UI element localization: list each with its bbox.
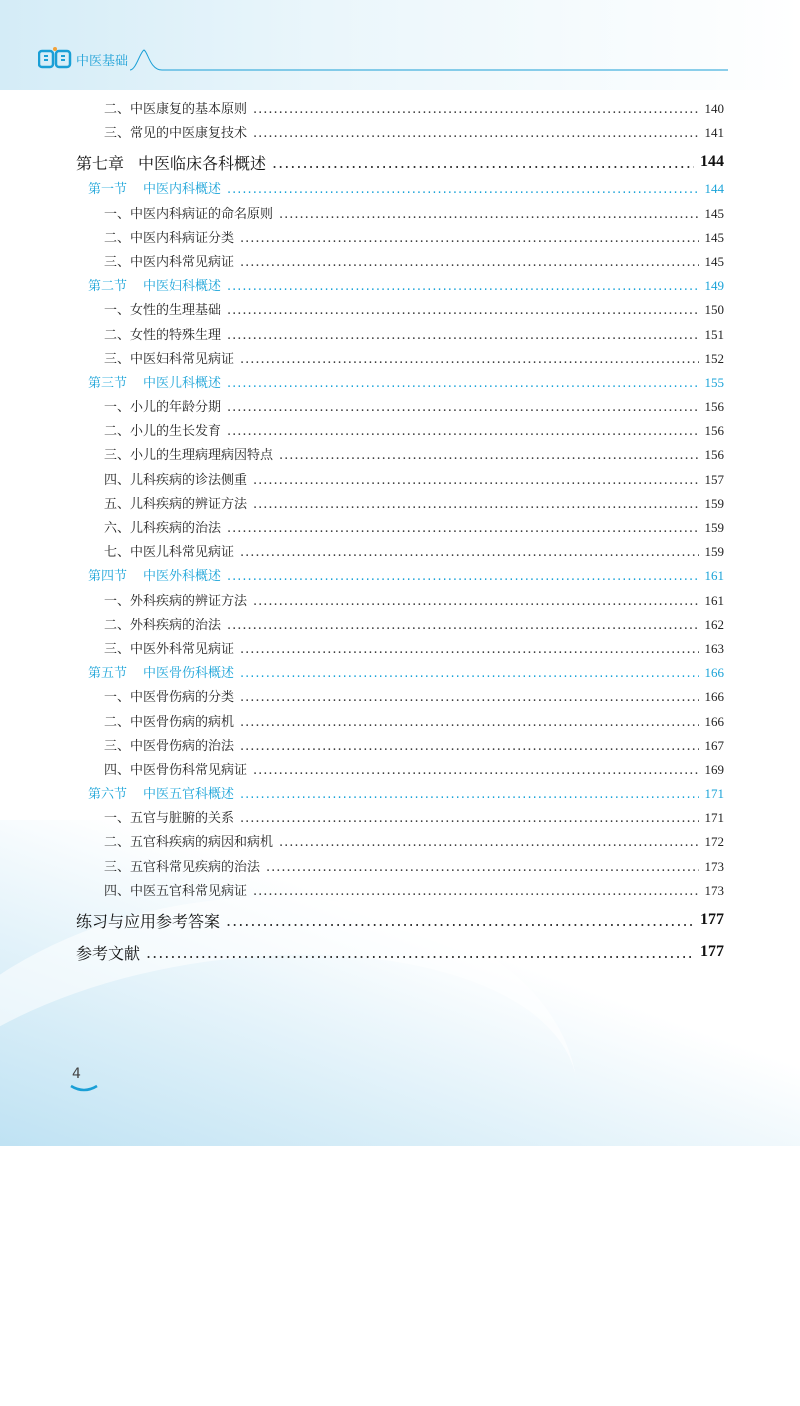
toc-entry-label: 五、儿科疾病的辨证方法: [104, 496, 248, 512]
toc-entry-number: 第七章: [76, 153, 125, 173]
dot-leader: [227, 328, 698, 343]
toc-entry-label: 中医骨伤科概述: [143, 666, 235, 682]
toc-entry-label: 中医临床各科概述: [138, 153, 267, 173]
toc-entry-label: 六、儿科疾病的治法: [104, 521, 222, 536]
toc-entry-title: [104, 324, 221, 343]
toc-entry-title: [104, 227, 234, 246]
toc-item[interactable]: [76, 324, 724, 348]
dot-leader: [253, 473, 698, 488]
toc-entry-title: [88, 783, 234, 802]
toc-page-number: 171: [704, 786, 724, 802]
header-rule: [128, 44, 728, 76]
toc-section[interactable]: [76, 662, 724, 686]
toc-entry-title: [104, 469, 247, 488]
table-of-contents: [76, 98, 724, 968]
toc-chapter[interactable]: [76, 904, 724, 936]
dot-leader: [253, 102, 698, 117]
toc-item[interactable]: [76, 469, 724, 493]
toc-entry-title: [104, 759, 247, 778]
toc-item[interactable]: [76, 203, 724, 227]
toc-entry-label: 二、女性的特殊生理: [104, 327, 222, 343]
running-header: [38, 44, 728, 76]
toc-page-number: 156: [704, 423, 724, 439]
toc-entry-title: [76, 151, 266, 174]
toc-page-number: 171: [704, 810, 724, 826]
toc-page-number: 145: [704, 205, 724, 221]
toc-item[interactable]: [76, 807, 724, 831]
toc-entry-title: [76, 909, 220, 932]
dot-leader: [240, 739, 698, 754]
toc-entry-label: 三、中医外科常见病证: [104, 641, 235, 657]
page-number: 4: [72, 1066, 81, 1082]
dot-leader: [240, 255, 698, 270]
toc-item[interactable]: [76, 735, 724, 759]
toc-entry-label: 一、中医骨伤病的分类: [104, 690, 235, 706]
toc-entry-label: 四、中医骨伤科常见病证: [104, 762, 248, 778]
toc-item[interactable]: [76, 541, 724, 565]
toc-item[interactable]: [76, 880, 724, 904]
toc-entry-title: [104, 396, 221, 415]
dot-leader: [266, 860, 698, 875]
toc-entry-number: 第四节: [88, 569, 128, 585]
toc-page-number: 173: [704, 858, 724, 874]
toc-entry-title: [104, 203, 273, 222]
dot-leader: [240, 642, 698, 657]
toc-page-number: 162: [704, 616, 724, 632]
toc-section[interactable]: [76, 783, 724, 807]
toc-entry-title: [104, 420, 221, 439]
dot-leader: [240, 545, 698, 560]
toc-item[interactable]: [76, 420, 724, 444]
toc-entry-number: 第一节: [88, 182, 128, 198]
dot-leader: [227, 303, 698, 318]
dot-leader: [272, 153, 694, 172]
toc-entry-label: 二、小儿的生长发育: [104, 424, 222, 440]
toc-entry-title: [104, 299, 221, 318]
toc-item[interactable]: [76, 227, 724, 251]
toc-entry-label: 三、中医妇科常见病证: [104, 351, 235, 367]
toc-entry-label: 三、中医骨伤病的治法: [104, 738, 235, 754]
dot-leader: [227, 424, 698, 439]
toc-entry-title: [104, 686, 234, 705]
dot-leader: [226, 911, 694, 930]
dot-leader: [240, 231, 698, 246]
toc-page-number: 144: [704, 181, 724, 197]
dot-leader: [227, 182, 698, 197]
toc-chapter[interactable]: [76, 146, 724, 178]
toc-page-number: 163: [704, 640, 724, 656]
toc-entry-title: [104, 735, 234, 754]
toc-page-number: 151: [704, 326, 724, 342]
dot-leader: [146, 943, 694, 962]
toc-entry-title: [88, 275, 221, 294]
toc-page-number: 159: [704, 495, 724, 511]
dot-leader: [227, 400, 698, 415]
toc-item[interactable]: [76, 856, 724, 880]
toc-entry-label: 二、外科疾病的治法: [104, 617, 222, 633]
toc-page-number: 157: [704, 471, 724, 487]
toc-entry-title: [104, 493, 247, 512]
toc-page-number: 173: [704, 882, 724, 898]
toc-section[interactable]: [76, 372, 724, 396]
toc-entry-title: [104, 711, 234, 730]
toc-entry-label: 四、儿科疾病的诊法侧重: [104, 472, 248, 488]
toc-item[interactable]: [76, 299, 724, 323]
dot-leader: [279, 448, 698, 463]
toc-entry-number: 第六节: [88, 787, 128, 803]
toc-entry-label: 参考文献: [76, 943, 141, 963]
toc-item[interactable]: [76, 348, 724, 372]
toc-page-number: 156: [704, 399, 724, 415]
toc-item[interactable]: [76, 711, 724, 735]
toc-entry-number: 第二节: [88, 279, 128, 295]
header-title: 中医基础: [76, 54, 129, 69]
toc-entry-label: 二、五官科疾病的病因和病机: [104, 835, 274, 851]
toc-page-number: 145: [704, 229, 724, 245]
toc-item[interactable]: [76, 517, 724, 541]
toc-page-number: 149: [704, 278, 724, 294]
dot-leader: [227, 376, 698, 391]
dot-leader: [240, 690, 698, 705]
toc-entry-title: [104, 251, 234, 270]
toc-entry-title: [104, 348, 234, 367]
toc-entry-title: [88, 372, 221, 391]
toc-page-number: 167: [704, 737, 724, 753]
toc-entry-label: 中医妇科概述: [143, 279, 222, 295]
dot-leader: [240, 787, 698, 802]
toc-item[interactable]: [76, 831, 724, 855]
toc-page-number: 159: [704, 520, 724, 535]
toc-entry-label: 七、中医儿科常见病证: [104, 545, 235, 561]
toc-entry-title: [88, 565, 221, 584]
toc-entry-label: 二、中医内科病证分类: [104, 230, 235, 246]
toc-page-number: 166: [704, 689, 724, 705]
dot-leader: [227, 521, 698, 536]
toc-entry-title: [104, 122, 247, 141]
toc-entry-label: 三、常见的中医康复技术: [104, 126, 248, 142]
toc-page-number: 145: [704, 253, 724, 269]
toc-page-number: 152: [704, 350, 724, 366]
toc-entry-label: 练习与应用参考答案: [76, 911, 221, 931]
toc-entry-title: [88, 662, 234, 681]
toc-entry-title: [104, 880, 247, 899]
dot-leader: [253, 126, 698, 141]
toc-entry-label: 三、五官科常见疾病的治法: [104, 859, 261, 875]
toc-section[interactable]: [76, 275, 724, 299]
toc-page-number: 159: [704, 544, 724, 560]
toc-entry-label: 一、小儿的年龄分期: [104, 400, 222, 416]
toc-item[interactable]: [76, 493, 724, 517]
dot-leader: [253, 763, 698, 778]
toc-entry-label: 二、中医骨伤病的病机: [104, 714, 235, 730]
dot-leader: [253, 884, 698, 899]
dot-leader: [253, 497, 698, 512]
toc-item[interactable]: [76, 444, 724, 468]
toc-item[interactable]: [76, 759, 724, 783]
toc-entry-title: [104, 614, 221, 633]
toc-entry-label: 一、外科疾病的辨证方法: [104, 593, 248, 609]
toc-entry-number: 第五节: [88, 666, 128, 682]
toc-entry-title: [104, 444, 273, 463]
toc-item[interactable]: [76, 614, 724, 638]
toc-entry-title: [88, 178, 221, 197]
toc-entry-label: 一、女性的生理基础: [104, 303, 222, 319]
toc-entry-label: 一、五官与脏腑的关系: [104, 811, 235, 827]
toc-page-number: 141: [704, 125, 724, 141]
page-number-swoosh: [70, 1084, 98, 1092]
toc-chapter[interactable]: [76, 936, 724, 968]
dot-leader: [240, 666, 698, 681]
toc-entry-title: [104, 807, 234, 826]
toc-page-number: 169: [704, 761, 724, 777]
toc-entry-label: 三、中医内科常见病证: [104, 254, 235, 270]
toc-page-number: 140: [704, 101, 724, 116]
toc-entry-title: [104, 638, 234, 657]
toc-item[interactable]: [76, 122, 724, 146]
toc-entry-title: [76, 941, 140, 964]
toc-entry-title: [104, 590, 247, 609]
toc-item[interactable]: [76, 396, 724, 420]
toc-entry-label: 一、中医内科病证的命名原则: [104, 206, 274, 222]
toc-page-number: 177: [700, 911, 724, 928]
toc-page-number: 177: [700, 943, 724, 960]
dot-leader: [227, 279, 698, 294]
toc-page-number: 166: [704, 713, 724, 729]
toc-entry-label: 中医内科概述: [143, 182, 222, 198]
dot-leader: [279, 207, 698, 222]
toc-page-number: 161: [704, 592, 724, 608]
toc-page-number: 172: [704, 834, 724, 850]
dot-leader: [253, 594, 698, 609]
toc-item[interactable]: [76, 590, 724, 614]
toc-page-number: 144: [700, 153, 724, 171]
toc-entry-label: 中医儿科概述: [143, 375, 222, 391]
toc-entry-title: [104, 831, 273, 850]
dot-leader: [240, 352, 698, 367]
toc-entry-label: 二、中医康复的基本原则: [104, 102, 248, 117]
toc-entry-label: 四、中医五官科常见病证: [104, 883, 248, 899]
toc-page-number: 156: [704, 447, 724, 463]
toc-page-number: 166: [704, 665, 724, 681]
toc-entry-title: [104, 98, 247, 117]
dot-leader: [279, 835, 698, 850]
dot-leader: [227, 618, 698, 633]
toc-entry-title: [104, 517, 221, 536]
toc-section[interactable]: [76, 178, 724, 202]
toc-item[interactable]: [76, 98, 724, 122]
toc-entry-title: [104, 541, 234, 560]
toc-page-number: 161: [704, 568, 724, 584]
toc-entry-label: 三、小儿的生理病理病因特点: [104, 448, 274, 464]
dot-leader: [227, 569, 698, 584]
toc-entry-label: 中医外科概述: [143, 569, 222, 585]
toc-page-number: 155: [704, 374, 724, 390]
toc-entry-label: 中医五官科概述: [143, 787, 235, 803]
toc-item[interactable]: [76, 251, 724, 275]
toc-entry-title: [104, 856, 260, 875]
book-logo-icon: [38, 46, 72, 70]
toc-item[interactable]: [76, 686, 724, 710]
dot-leader: [240, 811, 698, 826]
toc-item[interactable]: [76, 638, 724, 662]
toc-page-number: 150: [704, 302, 724, 318]
toc-section[interactable]: [76, 565, 724, 589]
dot-leader: [240, 715, 698, 730]
toc-entry-number: 第三节: [88, 375, 128, 391]
